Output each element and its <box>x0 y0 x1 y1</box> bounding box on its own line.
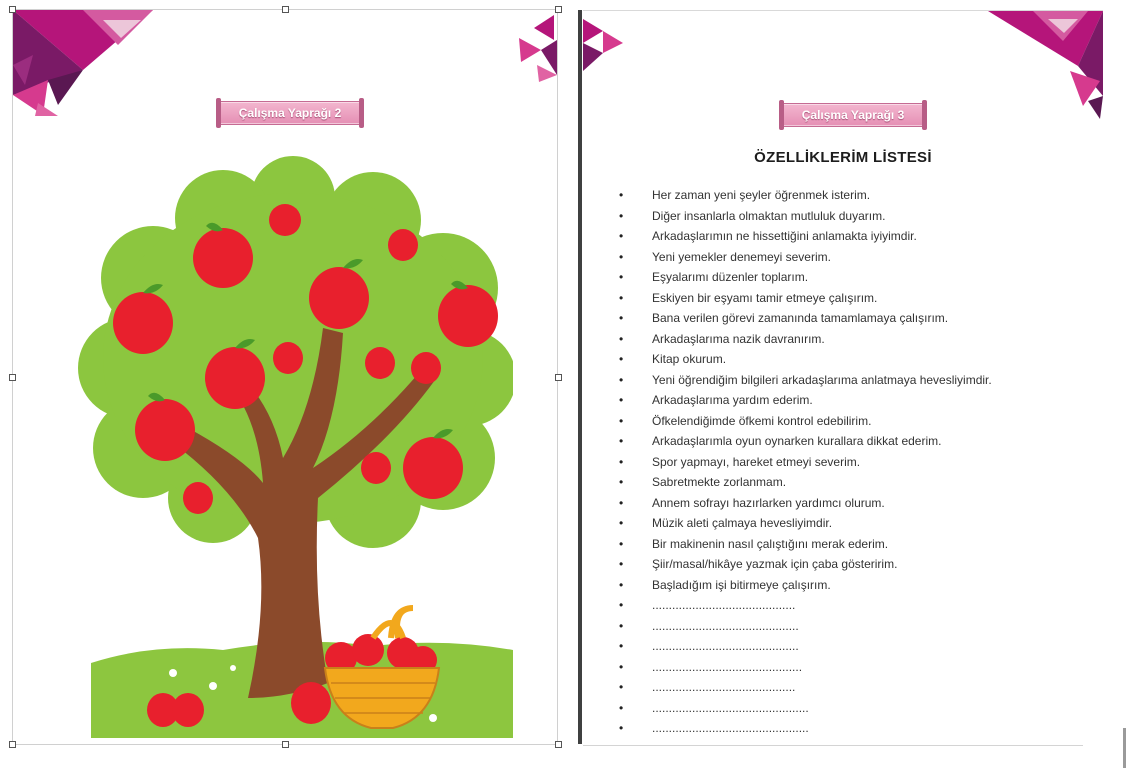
corner-decoration-left <box>583 11 628 81</box>
list-item-text: Arkadaşlarıma yardım ederim. <box>652 393 813 407</box>
list-item <box>619 288 992 309</box>
list-item <box>619 718 992 739</box>
list-item-text: Her zaman yeni şeyler öğrenmek isterim. <box>652 188 871 202</box>
bullet-icon: • <box>619 721 624 735</box>
list-item <box>619 431 992 452</box>
resize-handle-icon[interactable] <box>282 741 289 748</box>
traits-list <box>619 185 992 739</box>
corner-decoration-top-left <box>13 10 163 120</box>
worksheet-label-left: Çalışma Yaprağı 2 <box>219 101 361 125</box>
bullet-icon: • <box>619 454 624 469</box>
list-item-text: Spor yapmayı, hareket etmeyi severim. <box>652 454 861 469</box>
list-item-text: Sabretmekte zorlanmam. <box>652 475 787 489</box>
resize-handle-icon[interactable] <box>9 6 16 13</box>
list-item <box>619 636 992 657</box>
bullet-icon: • <box>619 659 624 674</box>
bullet-icon: • <box>619 700 624 715</box>
list-item <box>619 472 992 493</box>
bullet-icon: • <box>619 270 624 284</box>
list-item-text: Şiir/masal/hikâye yazmak için çaba gösteririm. <box>652 557 898 571</box>
list-item <box>619 452 992 473</box>
list-item-text: ............................................ <box>652 618 799 633</box>
bullet-icon: • <box>619 516 624 530</box>
worksheet-label-right: Çalışma Yaprağı 3 <box>782 103 924 127</box>
list-item-text: Kitap okurum. <box>652 352 727 366</box>
bullet-icon: • <box>619 311 624 325</box>
list-item-text: Eskiyen bir eşyamı tamir etmeye çalışırım. <box>652 290 878 305</box>
bullet-icon: • <box>619 393 624 407</box>
list-item <box>619 226 992 247</box>
resize-handle-icon[interactable] <box>9 741 16 748</box>
worksheet-page-right <box>583 10 1103 745</box>
list-item <box>619 677 992 698</box>
list-item-text: ............................................. <box>652 659 803 674</box>
resize-handle-icon[interactable] <box>555 741 562 748</box>
list-item <box>619 513 992 534</box>
list-item-text: Arkadaşlarımın ne hissettiğini anlamakta iyiyimdir. <box>652 229 917 243</box>
bullet-icon: • <box>619 434 624 448</box>
page-bottom-rule <box>583 745 1083 746</box>
bullet-icon: • <box>619 536 624 551</box>
bullet-icon: • <box>619 598 624 612</box>
list-item <box>619 657 992 678</box>
bullet-icon: • <box>619 331 624 346</box>
list-item <box>619 329 992 350</box>
scrollbar-edge[interactable] <box>1123 728 1126 768</box>
list-item-text: Annem sofrayı hazırlarken yardımcı olurum. <box>652 495 885 510</box>
list-item <box>619 349 992 370</box>
bullet-icon: • <box>619 290 624 305</box>
list-item-text: Yeni yemekler denemeyi severim. <box>652 249 831 264</box>
list-item <box>619 616 992 637</box>
book-spine <box>578 10 582 744</box>
bullet-icon: • <box>619 639 624 653</box>
list-item-text: Yeni öğrendiğim bilgileri arkadaşlarıma anlatmaya hevesliyimdir. <box>652 372 992 387</box>
list-item-text: Bir makinenin nasıl çalıştığını merak ederim. <box>652 536 889 551</box>
list-item-text: ........................................... <box>652 598 796 612</box>
list-item-text: Eşyalarımı düzenler toplarım. <box>652 270 809 284</box>
corner-decoration-top-right <box>988 11 1103 121</box>
bullet-icon: • <box>619 352 624 366</box>
list-item <box>619 308 992 329</box>
resize-handle-icon[interactable] <box>555 374 562 381</box>
list-item-text: ............................................ <box>652 639 799 653</box>
list-item <box>619 595 992 616</box>
bullet-icon: • <box>619 577 624 592</box>
list-item-text: ............................................... <box>652 700 809 715</box>
page-gutter <box>560 10 578 744</box>
list-item-text: Öfkelendiğimde öfkemi kontrol edebilirim. <box>652 413 872 428</box>
list-item <box>619 554 992 575</box>
list-item-text: Başladığım işi bitirmeye çalışırım. <box>652 577 831 592</box>
list-item <box>619 575 992 596</box>
bullet-icon: • <box>619 413 624 428</box>
corner-decoration-top-right <box>509 10 559 85</box>
list-item <box>619 411 992 432</box>
bullet-icon: • <box>619 495 624 510</box>
bullet-icon: • <box>619 208 624 223</box>
list-item <box>619 206 992 227</box>
apple-tree-illustration <box>73 138 513 738</box>
resize-handle-icon[interactable] <box>555 6 562 13</box>
list-item-text: Müzik aleti çalmaya hevesliyimdir. <box>652 516 833 530</box>
bullet-icon: • <box>619 557 624 571</box>
bullet-icon: • <box>619 249 624 264</box>
bullet-icon: • <box>619 680 624 694</box>
list-item-text: Arkadaşlarımla oyun oynarken kurallara dikkat ederim. <box>652 434 942 448</box>
list-item-text: Diğer insanlarla olmaktan mutluluk duyarım. <box>652 208 886 223</box>
list-item-text: ........................................... <box>652 680 796 694</box>
list-item <box>619 698 992 719</box>
apple-basket <box>325 608 439 728</box>
bullet-icon: • <box>619 188 624 202</box>
list-item <box>619 390 992 411</box>
list-item <box>619 267 992 288</box>
list-title: ÖZELLİKLERİM LİSTESİ <box>754 149 932 166</box>
bullet-icon: • <box>619 618 624 633</box>
bullet-icon: • <box>619 229 624 243</box>
list-item-text: ............................................... <box>652 721 809 735</box>
list-item-text: Arkadaşlarıma nazik davranırım. <box>652 331 825 346</box>
bullet-icon: • <box>619 372 624 387</box>
bullet-icon: • <box>619 475 624 489</box>
list-item-text: Bana verilen görevi zamanında tamamlamaya çalışırım. <box>652 311 949 325</box>
resize-handle-icon[interactable] <box>282 6 289 13</box>
list-item <box>619 247 992 268</box>
resize-handle-icon[interactable] <box>9 374 16 381</box>
list-item <box>619 534 992 555</box>
list-item <box>619 370 992 391</box>
list-item <box>619 185 992 206</box>
list-item <box>619 493 992 514</box>
worksheet-page-left <box>12 10 559 744</box>
